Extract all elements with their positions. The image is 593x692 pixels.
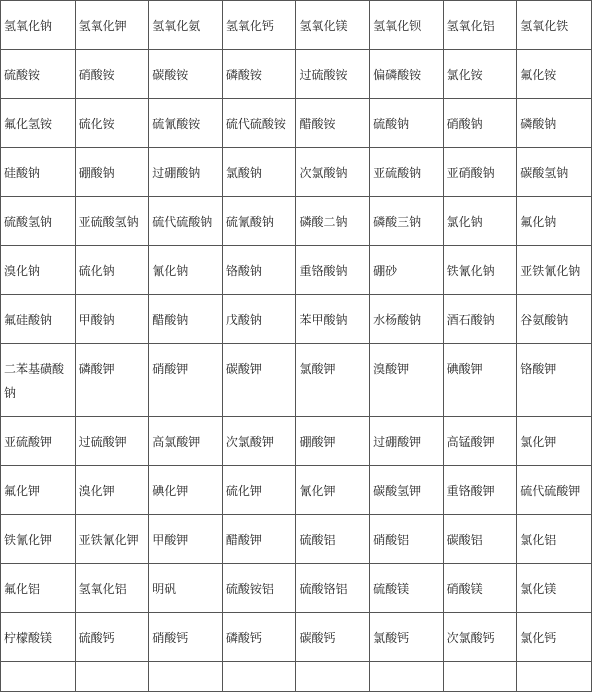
table-cell: 氯化镁 [517,564,592,613]
table-cell-empty [370,662,444,692]
table-row [1,515,592,564]
table-cell: 铁氰化钾 [1,515,76,564]
table-cell: 硫酸镁 [370,564,444,613]
table-cell: 戊酸钠 [222,295,296,344]
table-cell: 水杨酸钠 [370,295,444,344]
table-cell: 氟化铵 [517,50,592,99]
table-cell: 氢氧化钡 [370,1,444,50]
table-row [1,344,592,417]
table-cell: 硫酸铬铝 [296,564,370,613]
table-cell: 铬酸钾 [517,344,592,417]
table-cell: 磷酸二钠 [296,197,370,246]
table-cell: 氰化钠 [149,246,223,295]
table-cell: 次氯酸钾 [222,417,296,466]
table-cell: 偏磷酸铵 [370,50,444,99]
table-cell: 氢氧化铝 [443,1,517,50]
table-cell: 磷酸钾 [75,344,149,417]
table-cell: 硫代硫酸钠 [149,197,223,246]
table-cell-empty [222,662,296,692]
table-row [1,613,592,662]
table-cell-empty [443,662,517,692]
table-row [1,197,592,246]
table-cell: 硝酸钙 [149,613,223,662]
table-cell: 氟化钠 [517,197,592,246]
table-row [1,148,592,197]
table-cell: 重铬酸钠 [296,246,370,295]
table-cell: 谷氨酸钠 [517,295,592,344]
table-row [1,50,592,99]
table-cell: 硝酸铵 [75,50,149,99]
table-cell: 硝酸镁 [443,564,517,613]
table-cell: 亚硫酸钾 [1,417,76,466]
table-cell: 碘化钾 [149,466,223,515]
table-cell-empty [296,662,370,692]
table-cell: 碳酸钾 [222,344,296,417]
table-cell: 亚硫酸钠 [370,148,444,197]
table-cell: 磷酸钙 [222,613,296,662]
table-cell: 次氯酸钠 [296,148,370,197]
table-cell: 亚硫酸氢钠 [75,197,149,246]
table-cell: 溴酸钾 [370,344,444,417]
table-cell: 氯酸钙 [370,613,444,662]
table-cell: 氢氧化钾 [75,1,149,50]
table-cell: 硼酸钠 [75,148,149,197]
table-cell: 硼砂 [370,246,444,295]
table-cell: 硫酸钠 [370,99,444,148]
table-cell: 氢氧化镁 [296,1,370,50]
table-cell: 氢氧化钙 [222,1,296,50]
table-cell: 氟化钾 [1,466,76,515]
table-cell: 氰化钾 [296,466,370,515]
table-cell: 醋酸铵 [296,99,370,148]
table-cell: 碳酸铝 [443,515,517,564]
table-cell: 酒石酸钠 [443,295,517,344]
table-cell: 氢氧化铁 [517,1,592,50]
table-cell: 亚硝酸钠 [443,148,517,197]
table-cell: 氟硅酸钠 [1,295,76,344]
table-cell: 氯化钾 [517,417,592,466]
table-cell: 氟化氢铵 [1,99,76,148]
table-cell-empty [149,662,223,692]
table-cell: 二苯基磺酸钠 [1,344,76,417]
table-cell: 苯甲酸钠 [296,295,370,344]
table-cell: 柠檬酸镁 [1,613,76,662]
table-cell: 氯化铝 [517,515,592,564]
table-cell: 溴化钾 [75,466,149,515]
table-cell: 氢氧化铝 [75,564,149,613]
table-cell: 硫化铵 [75,99,149,148]
table-cell: 碳酸氢钾 [370,466,444,515]
table-cell: 甲酸钾 [149,515,223,564]
table-cell: 硫氰酸钠 [222,197,296,246]
table-cell: 氯酸钾 [296,344,370,417]
table-cell: 过硫酸铵 [296,50,370,99]
table-cell: 氯酸钠 [222,148,296,197]
table-cell: 硫酸铝 [296,515,370,564]
table-cell: 次氯酸钙 [443,613,517,662]
table-cell: 硫化钠 [75,246,149,295]
table-row [1,1,592,50]
table-cell: 磷酸钠 [517,99,592,148]
table-cell: 溴化钠 [1,246,76,295]
table-cell: 氯化钙 [517,613,592,662]
table-cell: 硫酸氢钠 [1,197,76,246]
table-cell: 过硫酸钾 [75,417,149,466]
table-row [1,295,592,344]
table-cell: 碳酸铵 [149,50,223,99]
table-cell: 过硼酸钠 [149,148,223,197]
table-cell: 硫化钾 [222,466,296,515]
table-cell: 碳酸钙 [296,613,370,662]
table-cell: 重铬酸钾 [443,466,517,515]
table-cell: 硫代硫酸钾 [517,466,592,515]
table-row-cut-off [1,662,592,692]
table-cell: 高锰酸钾 [443,417,517,466]
table-cell: 硝酸铝 [370,515,444,564]
table-cell: 甲酸钠 [75,295,149,344]
table-cell: 过硼酸钾 [370,417,444,466]
table-cell: 氢氧化氨 [149,1,223,50]
table-cell: 醋酸钾 [222,515,296,564]
table-cell-empty [1,662,76,692]
table-cell: 硫酸铵 [1,50,76,99]
table-cell: 明矾 [149,564,223,613]
table-row [1,564,592,613]
table-cell: 氯化钠 [443,197,517,246]
table-body [1,1,592,692]
table-cell: 醋酸钠 [149,295,223,344]
table-cell: 硫酸钙 [75,613,149,662]
table-cell: 硼酸钾 [296,417,370,466]
table-cell: 氯化铵 [443,50,517,99]
table-cell: 亚铁氰化钾 [75,515,149,564]
table-cell-empty [517,662,592,692]
table-cell: 硫代硫酸铵 [222,99,296,148]
table-cell: 铬酸钠 [222,246,296,295]
table-cell: 氢氧化钠 [1,1,76,50]
table-cell: 碳酸氢钠 [517,148,592,197]
table-cell: 碘酸钾 [443,344,517,417]
table-cell: 铁氰化钠 [443,246,517,295]
table-cell: 磷酸三钠 [370,197,444,246]
table-row [1,246,592,295]
table-cell: 氟化铝 [1,564,76,613]
table-cell: 硫酸铵铝 [222,564,296,613]
table-row [1,99,592,148]
table-cell: 高氯酸钾 [149,417,223,466]
table-cell: 硝酸钾 [149,344,223,417]
table-cell: 硅酸钠 [1,148,76,197]
table-cell: 亚铁氰化钠 [517,246,592,295]
table-cell-empty [75,662,149,692]
table-cell: 硫氰酸铵 [149,99,223,148]
table-row [1,466,592,515]
table-row [1,417,592,466]
table-cell: 硝酸钠 [443,99,517,148]
table-cell: 磷酸铵 [222,50,296,99]
